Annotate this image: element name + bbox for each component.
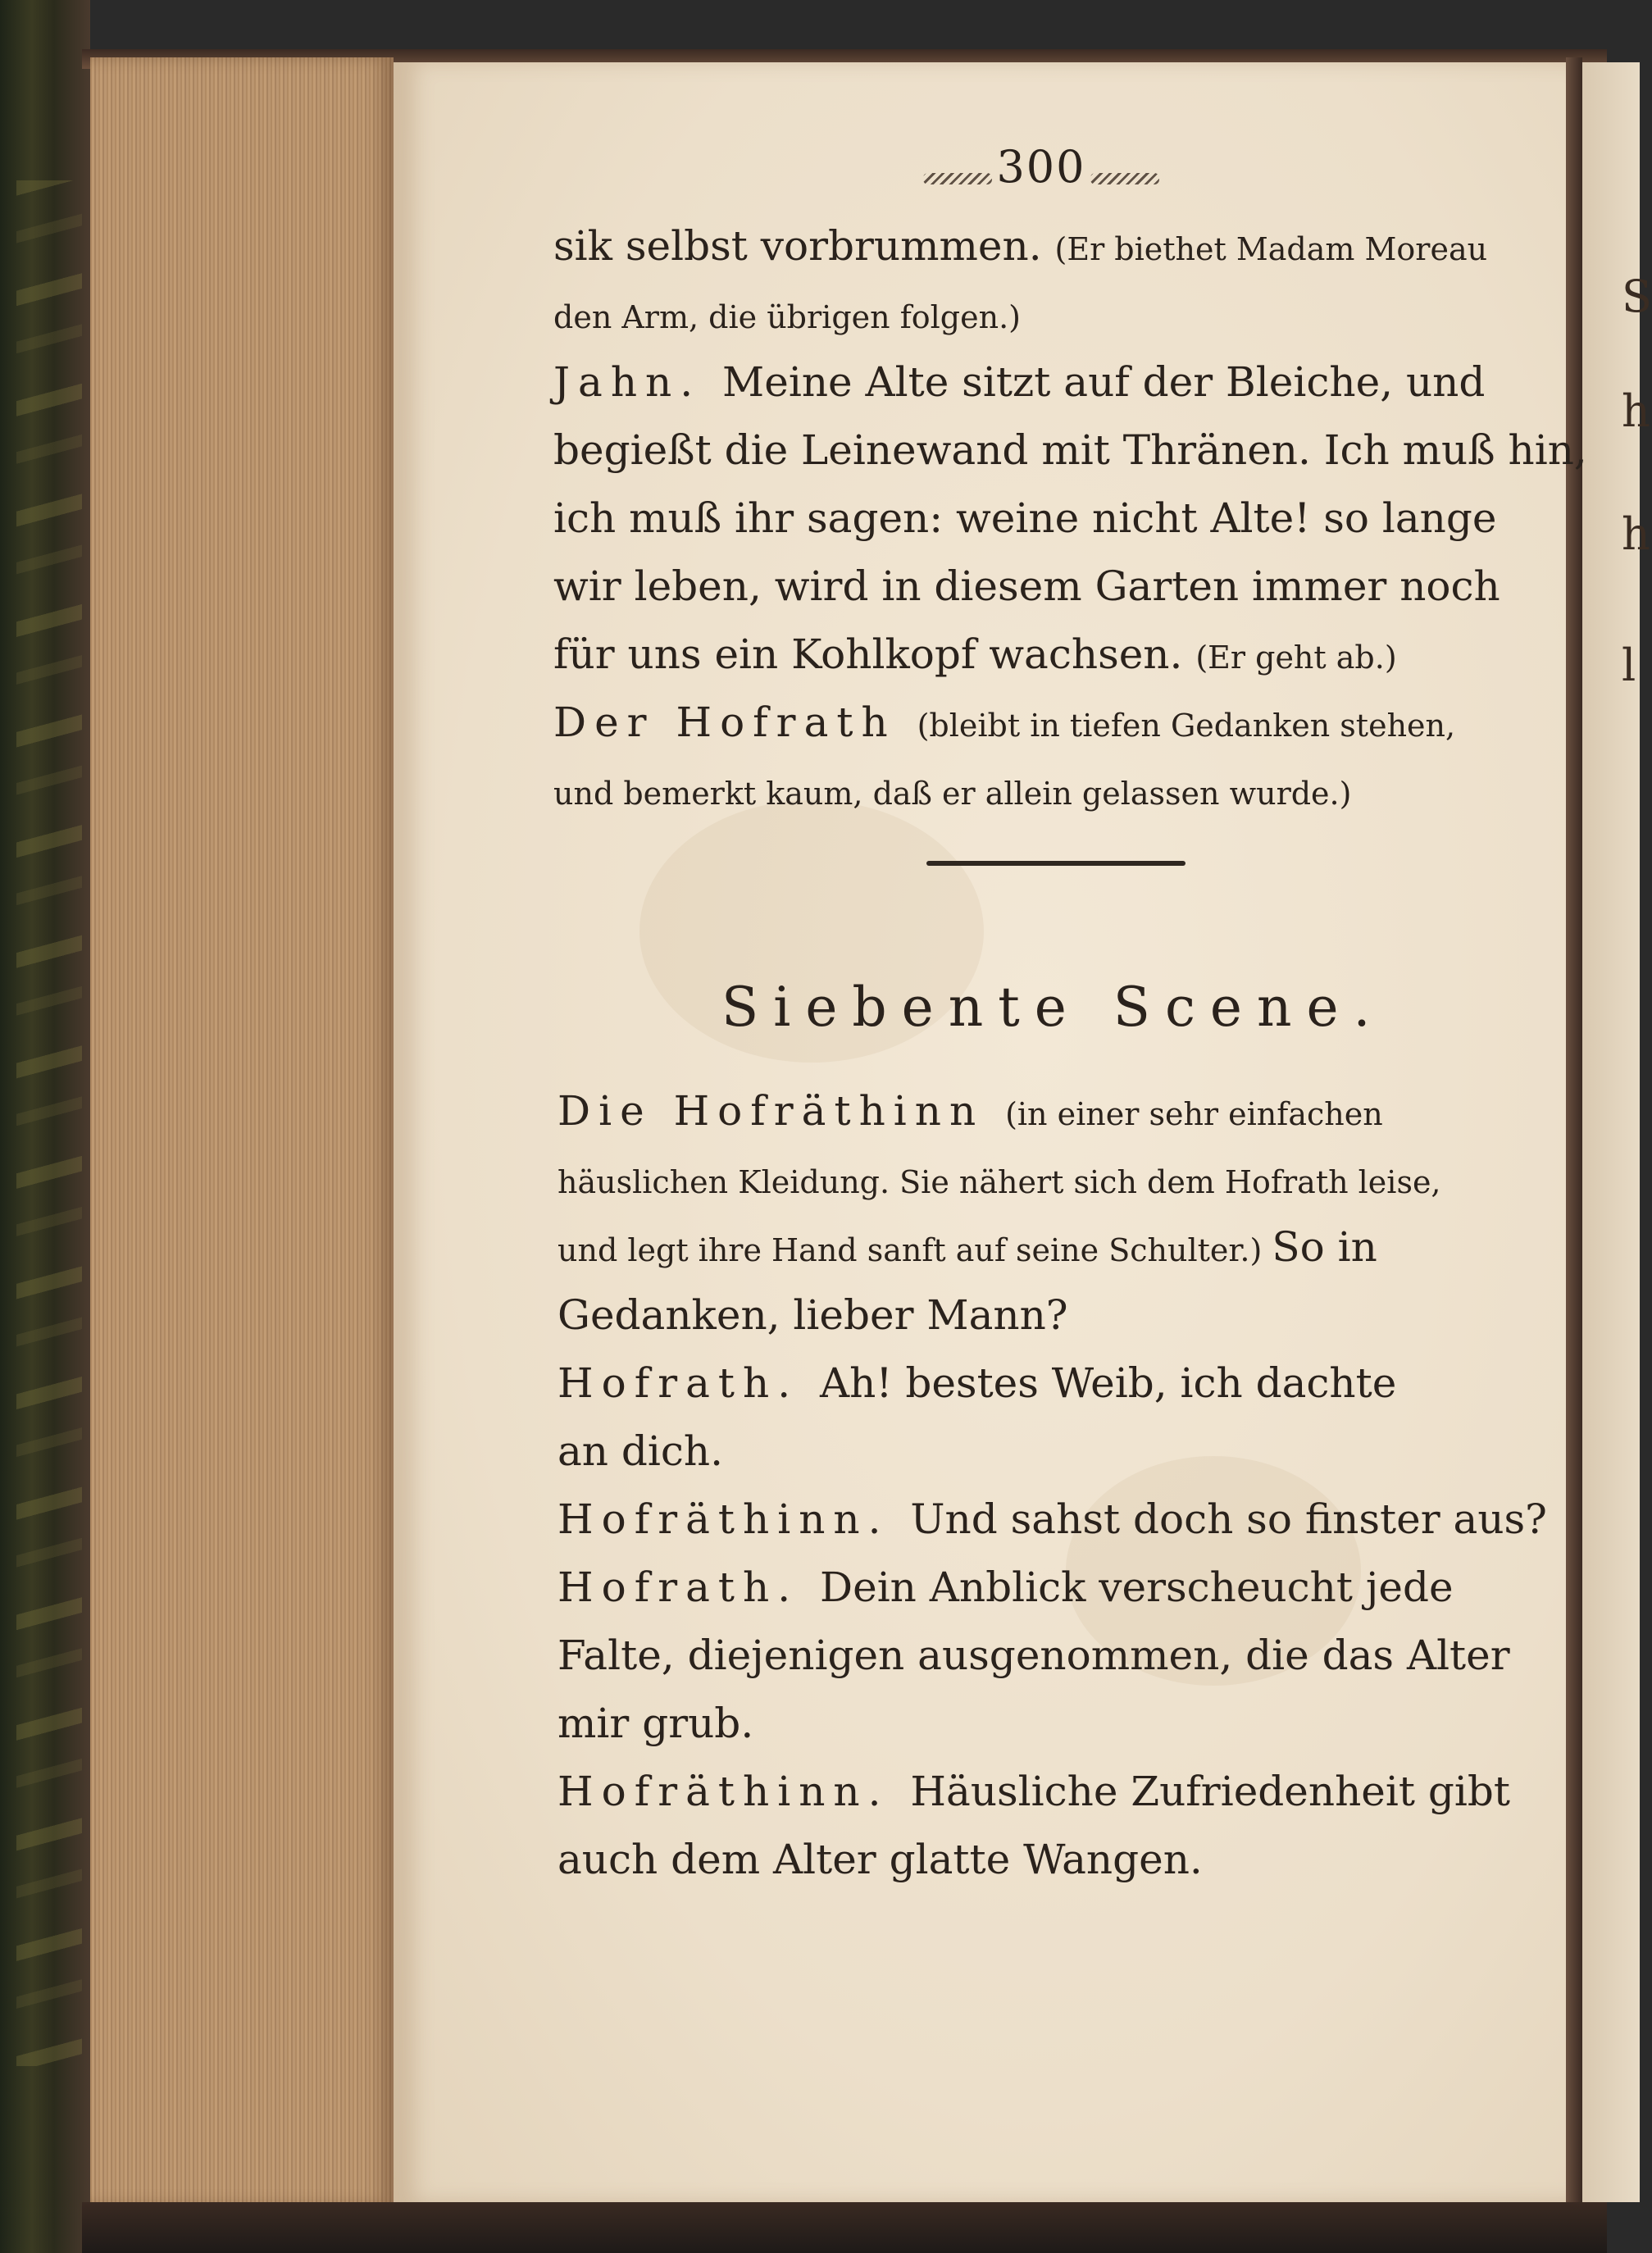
text-segment: (Er geht ab.) [1195,639,1397,676]
text-segment: an dich. [557,1427,724,1475]
text-line [557,1835,1203,1884]
page-number: 300 [996,141,1086,193]
header-ornament-right [1090,173,1159,184]
text-segment: Hofräthinn. [557,1495,911,1543]
header-ornament-left [923,173,992,184]
text-segment: ich muß ihr sagen: weine nicht Alte! so lange [553,494,1497,542]
text-line [553,562,1500,611]
text-segment: Hofrath. [557,1563,821,1611]
book-spine-gutter [1566,57,1582,2205]
scene-divider-rule [926,861,1186,866]
text-line [557,1563,1454,1612]
text-segment: Hofrath. [557,1359,821,1407]
text-segment: (bleibt in tiefen Gedanken stehen, [917,708,1456,744]
text-segment: und legt ihre Hand sanft auf seine Schulter.) [557,1232,1272,1268]
text-line [557,1427,723,1476]
text-segment: Häusliche Zufriedenheit gibt [910,1768,1510,1815]
facing-page-glyph: h [1622,508,1650,560]
text-segment: wir leben, wird in diesem Garten immer noch [553,562,1500,610]
text-line [553,494,1496,543]
text-line [553,766,1351,818]
text-segment: Und sahst doch so finster aus? [910,1495,1547,1543]
text-line [557,1631,1510,1680]
text-segment: begießt die Leinewand mit Thränen. Ich muß hin, [553,426,1587,474]
facing-page-glyph: h [1622,385,1650,437]
text-line [553,289,1021,342]
text-segment: Hofräthinn. [557,1768,911,1815]
text-line [553,426,1587,475]
text-segment: Die Hofräthinn [557,1087,1006,1135]
text-segment: auch dem Alter glatte Wangen. [557,1836,1203,1883]
text-line [553,698,1455,750]
text-segment: Meine Alte sitzt auf der Bleiche, und [722,358,1486,406]
scene-title: Siebente Scene. [721,976,1386,1039]
text-segment: Falte, diejenigen ausgenommen, die das Alter [557,1632,1510,1679]
text-line [553,630,1397,682]
text-line [557,1086,1383,1139]
marbled-cover-pattern [16,180,82,2066]
text-line [557,1699,753,1748]
text-line [557,1290,1068,1340]
text-line [557,1359,1396,1408]
text-segment: häuslichen Kleidung. Sie nähert sich dem Hofrath leise, [557,1164,1441,1200]
page-header [853,141,1230,198]
text-segment: Dein Anblick verscheucht jede [820,1563,1454,1611]
text-segment: Gedanken, lieber Mann? [557,1291,1068,1339]
text-segment: (in einer sehr einfachen [1005,1096,1383,1132]
facing-page-edge [1582,62,1652,2202]
text-line [557,1767,1510,1816]
text-segment: mir grub. [557,1700,754,1747]
text-segment: den Arm, die übrigen folgen.) [553,299,1021,335]
text-segment: sik selbst vorbrummen. [553,222,1055,270]
facing-page-glyph: S [1622,271,1652,322]
facing-page-glyph: l [1622,639,1636,691]
text-line [557,1154,1441,1207]
text-segment: (Er biethet Madam Moreau [1054,231,1488,267]
text-line [557,1495,1547,1544]
text-segment: Jahn. [553,358,723,406]
text-line [553,357,1485,407]
text-segment: für uns ein Kohlkopf wachsen. [553,630,1196,678]
text-segment: Der Hofrath [553,699,917,746]
book-bottom-edge [82,2202,1607,2253]
page-block-edges [90,57,394,2205]
text-line [557,1222,1377,1275]
text-segment: Ah! bestes Weib, ich dachte [820,1359,1397,1407]
text-segment: So in [1272,1223,1377,1271]
text-segment: und bemerkt kaum, daß er allein gelassen wurde.) [553,776,1352,812]
text-line [553,221,1487,274]
